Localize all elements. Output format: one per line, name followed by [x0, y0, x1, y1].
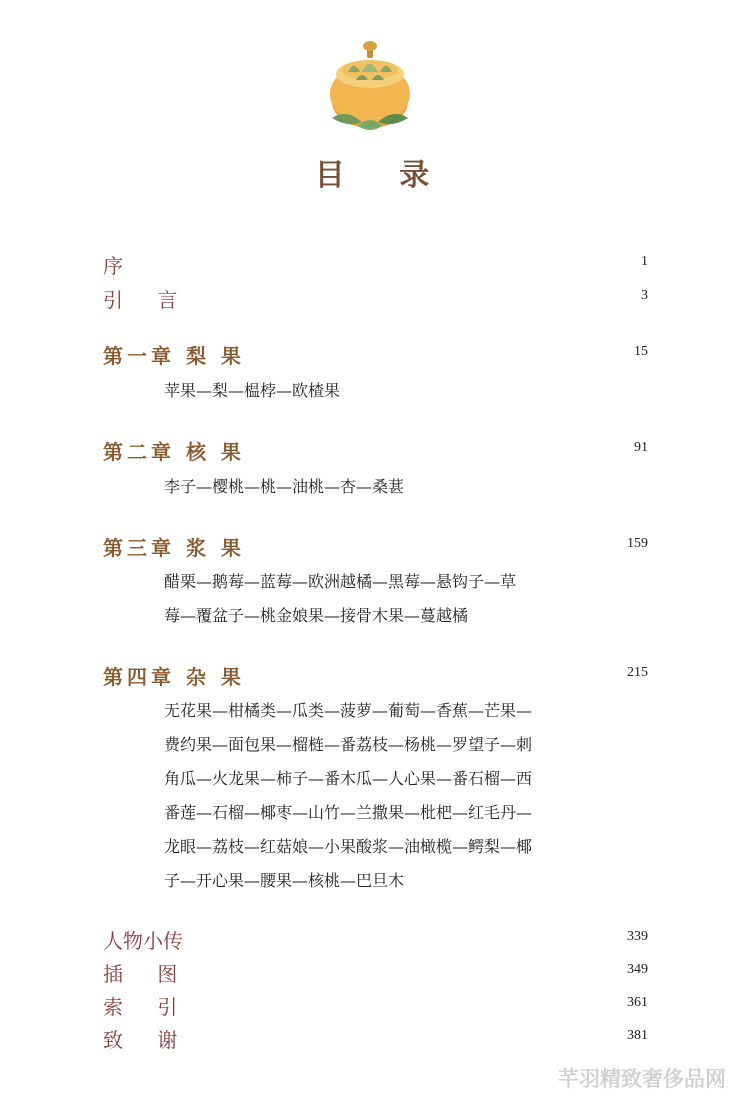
chapter-content-line: 费约果—面包果—榴梿—番荔枝—杨桃—罗望子—刺 — [164, 735, 533, 754]
entry-page: 3 — [641, 288, 648, 303]
chapter-page: 159 — [627, 536, 648, 551]
chapter-1-contents — [164, 374, 584, 408]
chapter-title: 第一章 梨 果 — [103, 344, 245, 368]
entry-label: 序 — [103, 254, 123, 278]
entry-page: 349 — [627, 962, 648, 977]
chapter-page: 215 — [627, 665, 648, 680]
entry-label: 索 引 — [103, 995, 192, 1019]
chapter-content-line: 子—开心果—腰果—核桃—巴旦木 — [164, 871, 405, 890]
toc-entry-biographies[interactable] — [103, 925, 648, 955]
toc-entry-introduction[interactable] — [103, 284, 648, 314]
chapter-title: 第四章 杂 果 — [103, 665, 245, 689]
toc-entry-preface[interactable] — [103, 250, 648, 280]
chapter-content-line: 苹果—梨—榅桲—欧楂果 — [164, 381, 341, 400]
entry-label: 人物小传 — [103, 929, 183, 953]
entry-page: 1 — [641, 254, 648, 269]
page-title: 目 录 — [314, 158, 452, 193]
chapter-2-contents — [164, 470, 584, 504]
watermark: 芊羽精致奢侈品网 — [558, 1067, 726, 1091]
chapter-content-line: 无花果—柑橘类—瓜类—菠萝—葡萄—香蕉—芒果— — [164, 701, 533, 720]
toc-entry-illustrations[interactable] — [103, 958, 648, 988]
entry-page: 381 — [627, 1028, 648, 1043]
entry-page: 339 — [627, 929, 648, 944]
chapter-content-line: 番莲—石榴—椰枣—山竹—兰撒果—枇杷—红毛丹— — [164, 803, 533, 822]
chapter-page: 15 — [634, 344, 648, 359]
toc-chapter-2[interactable] — [103, 436, 648, 466]
entry-label: 致 谢 — [103, 1028, 192, 1052]
chapter-content-line: 角瓜—火龙果—柿子—番木瓜—人心果—番石榴—西 — [164, 769, 533, 788]
chapter-title: 第三章 浆 果 — [103, 536, 245, 560]
chapter-content-line: 莓—覆盆子—桃金娘果—接骨木果—蔓越橘 — [164, 606, 469, 625]
entry-label: 插 图 — [103, 962, 192, 986]
chapter-title: 第二章 核 果 — [103, 440, 245, 464]
toc-entry-acknowledgements[interactable] — [103, 1024, 648, 1054]
chapter-4-contents — [164, 694, 584, 898]
toc-chapter-3[interactable] — [103, 532, 648, 562]
toc-chapter-1[interactable] — [103, 340, 648, 370]
chapter-content-line: 李子—樱桃—桃—油桃—杏—桑葚 — [164, 477, 405, 496]
toc-entry-index[interactable] — [103, 991, 648, 1021]
chapter-page: 91 — [634, 440, 648, 455]
chapter-content-line: 龙眼—荔枝—红菇娘—小果酸浆—油橄榄—鳄梨—椰 — [164, 837, 533, 856]
toc-chapter-4[interactable] — [103, 661, 648, 691]
chapter-3-contents — [164, 565, 584, 633]
entry-label: 引 言 — [103, 288, 192, 312]
persimmon-fruit-icon — [318, 22, 422, 134]
chapter-content-line: 醋栗—鹅莓—蓝莓—欧洲越橘—黑莓—悬钩子—草 — [164, 572, 517, 591]
entry-page: 361 — [627, 995, 648, 1010]
